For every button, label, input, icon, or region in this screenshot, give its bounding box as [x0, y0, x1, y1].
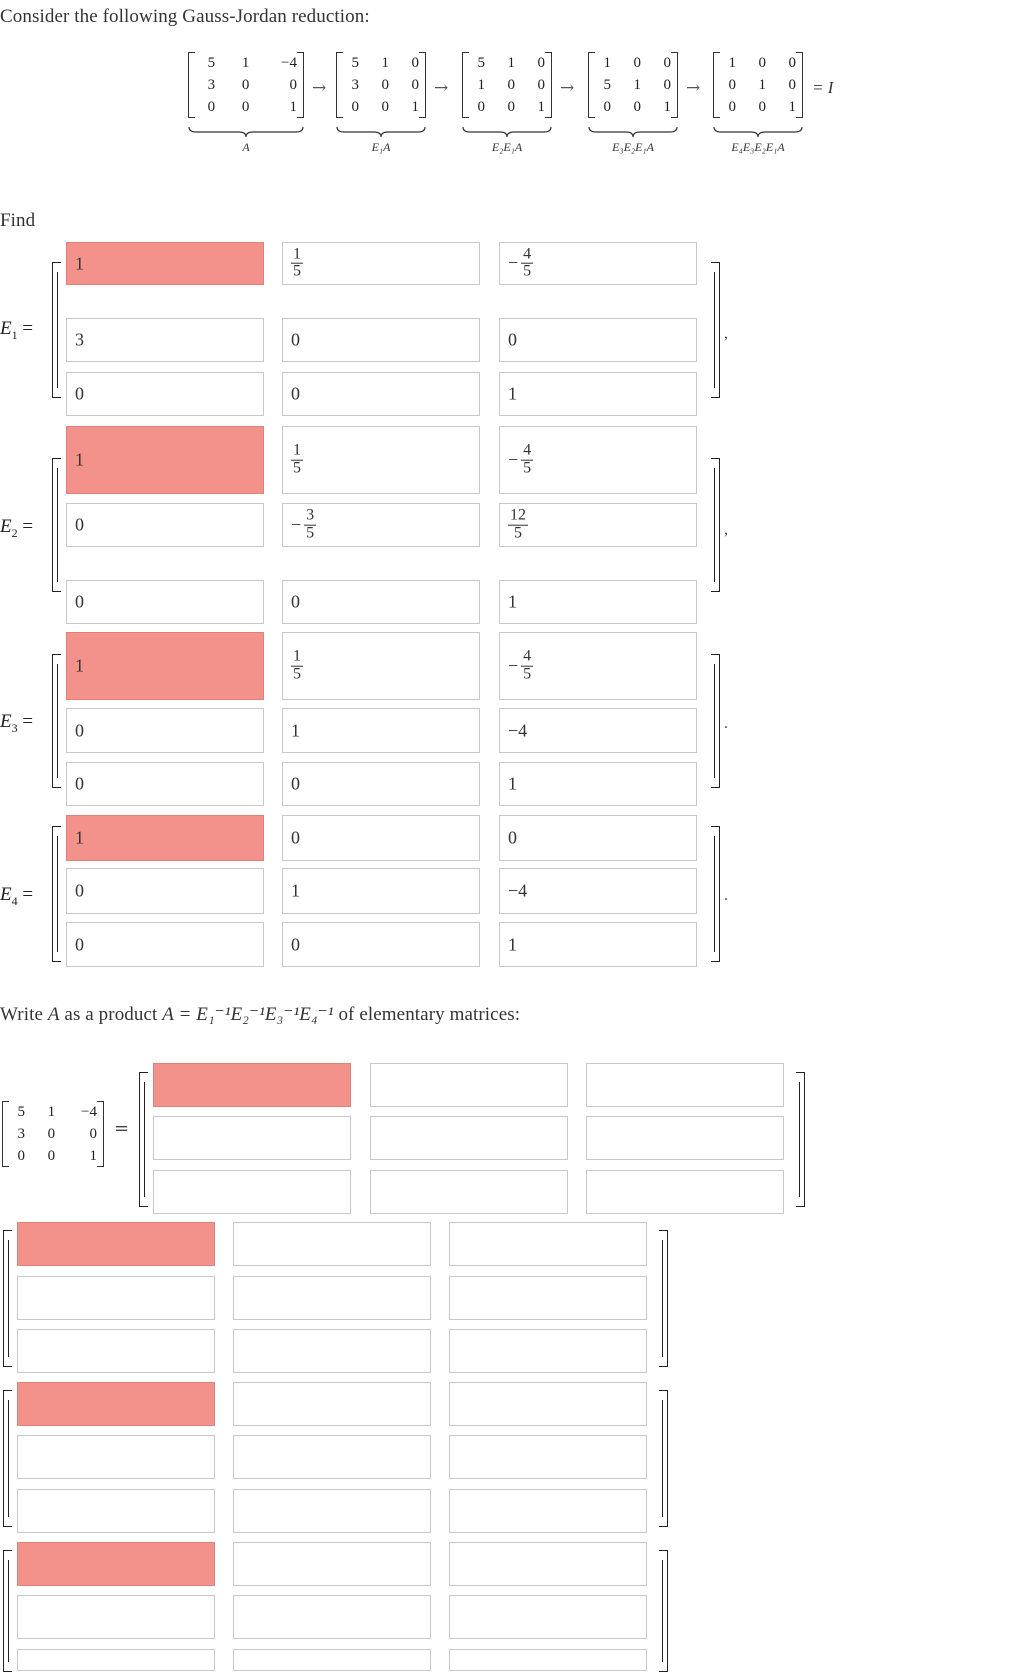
matrix-entry: 0 — [758, 55, 766, 71]
answer-input[interactable] — [499, 503, 697, 547]
answer-input[interactable] — [449, 1382, 647, 1426]
label-letter: E — [0, 884, 12, 905]
answer-input[interactable] — [66, 708, 264, 753]
answer-input[interactable] — [449, 1595, 647, 1639]
matrix-entry: 1 — [289, 99, 297, 115]
cell-value: 0 — [75, 880, 84, 901]
answer-input[interactable] — [586, 1170, 784, 1214]
underbrace — [188, 126, 304, 138]
cell-value — [508, 443, 533, 478]
answer-input[interactable] — [66, 503, 264, 547]
fraction — [291, 443, 303, 478]
equals-sign: = — [114, 1118, 130, 1139]
answer-input[interactable] — [370, 1116, 568, 1160]
fraction-denominator: 5 — [523, 665, 532, 683]
fraction — [521, 443, 533, 478]
matrix-left-bracket — [3, 1390, 12, 1527]
cell-value: 1 — [291, 880, 300, 901]
cell-value: −4 — [508, 720, 528, 740]
answer-input[interactable] — [499, 922, 697, 967]
product-instruction — [0, 1003, 520, 1026]
cell-value — [508, 508, 528, 543]
answer-input[interactable] — [449, 1435, 647, 1479]
reduction-arrow: → — [312, 78, 327, 98]
answer-input[interactable] — [66, 922, 264, 967]
matrix-table — [713, 52, 803, 118]
matrix-right-bracket — [711, 458, 720, 592]
answer-input[interactable] — [499, 372, 697, 416]
matrix-right-bracket — [297, 52, 304, 118]
answer-input[interactable] — [153, 1170, 351, 1214]
cell-value: 0 — [508, 329, 517, 350]
matrix-row — [713, 74, 803, 96]
matrix-left-bracket — [713, 52, 720, 118]
answer-input[interactable] — [370, 1063, 568, 1107]
label-subscript: 2 — [11, 525, 18, 540]
matrix-entry: 0 — [537, 77, 545, 93]
matrix-table — [188, 52, 304, 118]
matrix-entry: 5 — [477, 55, 485, 71]
matrix-right-bracket — [711, 826, 720, 962]
matrix-entry: 1 — [411, 99, 419, 115]
matrix-entry: 0 — [241, 77, 250, 93]
cell-value: 0 — [291, 591, 300, 612]
answer-input[interactable] — [233, 1222, 431, 1266]
matrix-left-bracket — [52, 654, 61, 788]
cell-value — [508, 246, 533, 281]
fraction-numerator: 4 — [523, 647, 532, 665]
trailing-punctuation: , — [724, 325, 728, 342]
matrix-right-bracket — [711, 654, 720, 788]
matrix-entry: 0 — [663, 55, 671, 71]
matrix-entry: 1 — [47, 1104, 56, 1120]
matrix-row — [588, 96, 678, 118]
matrix-left-bracket — [139, 1072, 148, 1207]
answer-input-highlighted[interactable] — [66, 426, 264, 494]
answer-input[interactable] — [17, 1276, 215, 1320]
reduction-matrix — [462, 52, 552, 118]
matrix-entry: 1 — [381, 55, 389, 71]
matrix-entry: 0 — [477, 99, 485, 115]
matrix-row — [188, 52, 304, 74]
answer-input[interactable] — [233, 1382, 431, 1426]
fraction — [508, 508, 528, 543]
matrix-entry: 0 — [381, 99, 389, 115]
matrix-left-bracket — [462, 52, 469, 118]
matrix-entry: 3 — [17, 1126, 26, 1142]
answer-input[interactable] — [499, 318, 697, 362]
reduction-arrow: → — [686, 78, 701, 98]
answer-input[interactable] — [586, 1116, 784, 1160]
underbrace — [588, 126, 678, 138]
reduction-arrow: → — [560, 78, 575, 98]
matrix-entry: 0 — [633, 99, 641, 115]
matrix-row — [2, 1101, 104, 1123]
matrix-row — [336, 74, 426, 96]
cell-value: 0 — [75, 383, 84, 404]
label-letter: E — [0, 516, 12, 537]
answer-input[interactable] — [17, 1489, 215, 1533]
product-text-pre: Write — [0, 1004, 48, 1025]
matrix-left-bracket — [188, 52, 195, 118]
fraction — [521, 649, 533, 684]
underbrace-label: E₃E₂E₁A — [612, 140, 654, 154]
matrix-entry: 0 — [351, 99, 359, 115]
cell-value — [291, 649, 303, 684]
minus-sign: − — [291, 514, 302, 535]
reduction-arrow: → — [434, 78, 449, 98]
cell-value: 0 — [291, 383, 300, 404]
underbrace-label: E₂E₁A — [491, 140, 523, 154]
cell-value — [291, 246, 303, 281]
answer-input[interactable] — [282, 632, 480, 700]
answer-input[interactable] — [499, 242, 697, 285]
reduction-matrix — [713, 52, 803, 118]
answer-input[interactable] — [66, 868, 264, 914]
matrix-entry: 0 — [663, 77, 671, 93]
matrix-entry: 1 — [663, 99, 671, 115]
fraction-denominator: 5 — [293, 263, 301, 280]
answer-input[interactable] — [499, 580, 697, 624]
fraction — [291, 649, 303, 684]
cell-value: 1 — [508, 773, 517, 794]
matrix-right-bracket — [419, 52, 426, 118]
answer-input[interactable] — [499, 868, 697, 914]
matrix-entry: 5 — [351, 55, 359, 71]
cell-value — [508, 649, 533, 684]
answer-input[interactable] — [66, 580, 264, 624]
answer-input[interactable] — [17, 1649, 215, 1671]
label-equals: = — [17, 711, 34, 732]
matrix-entry: 0 — [507, 77, 515, 93]
product-formula-a: A — [162, 1004, 174, 1025]
matrix-right-bracket — [97, 1101, 104, 1167]
product-text-mid: as a product — [59, 1004, 163, 1025]
fraction-denominator: 5 — [523, 263, 532, 280]
matrix-left-bracket — [2, 1101, 9, 1167]
a-matrix-display — [2, 1101, 104, 1167]
matrix-left-bracket — [336, 52, 343, 118]
matrix-right-bracket — [796, 1072, 805, 1207]
answer-input[interactable] — [282, 318, 480, 362]
matrix-left-bracket — [52, 458, 61, 592]
matrix-entry: 0 — [289, 77, 297, 93]
fraction-denominator: 5 — [293, 459, 301, 477]
cell-value: 1 — [508, 383, 517, 404]
answer-input[interactable] — [66, 762, 264, 806]
answer-input-highlighted[interactable] — [66, 815, 264, 861]
answer-input[interactable] — [66, 372, 264, 416]
label-equals: = — [17, 884, 34, 905]
fraction-numerator: 4 — [523, 441, 532, 459]
fraction-numerator: 3 — [306, 506, 315, 524]
matrix-table — [2, 1101, 104, 1167]
product-formula: = E₁⁻¹E₂⁻¹E₃⁻¹E₄⁻¹ — [173, 1004, 334, 1025]
matrix-row — [588, 74, 678, 96]
matrix-left-bracket — [3, 1550, 12, 1672]
elementary-label-e4 — [0, 884, 33, 909]
answer-input[interactable] — [233, 1329, 431, 1373]
find-label: Find — [0, 210, 36, 231]
answer-input[interactable] — [449, 1489, 647, 1533]
answer-input-highlighted[interactable] — [66, 242, 264, 285]
matrix-table — [336, 52, 426, 118]
reduction-matrix — [588, 52, 678, 118]
label-letter: E — [0, 318, 12, 339]
cell-value: 0 — [508, 827, 517, 848]
minus-sign: − — [508, 449, 519, 470]
matrix-right-bracket — [545, 52, 552, 118]
cell-value: 0 — [75, 720, 84, 740]
answer-input[interactable] — [282, 815, 480, 861]
matrix-entry: −4 — [281, 55, 297, 71]
cell-value: 0 — [291, 827, 300, 848]
label-equals: = — [17, 318, 34, 339]
matrix-entry: 0 — [47, 1148, 56, 1164]
answer-input[interactable] — [499, 815, 697, 861]
answer-input[interactable] — [233, 1595, 431, 1639]
underbrace — [713, 126, 803, 138]
matrix-entry: 0 — [603, 99, 611, 115]
matrix-entry: 1 — [477, 77, 485, 93]
fraction-numerator: 1 — [293, 441, 301, 459]
cell-value: 1 — [75, 449, 84, 470]
minus-sign: − — [508, 655, 519, 676]
label-equals: = — [17, 516, 34, 537]
trailing-punctuation: . — [724, 715, 728, 732]
matrix-entry: 0 — [728, 77, 736, 93]
fraction-denominator: 5 — [306, 524, 315, 542]
matrix-row — [188, 96, 304, 118]
answer-input[interactable] — [282, 580, 480, 624]
matrix-entry: −4 — [81, 1104, 97, 1120]
answer-input[interactable] — [282, 242, 480, 285]
matrix-entry: 0 — [411, 55, 419, 71]
answer-input[interactable] — [499, 762, 697, 806]
cell-value: 1 — [75, 253, 84, 273]
equals-identity: = I — [812, 78, 834, 97]
answer-input[interactable] — [233, 1489, 431, 1533]
matrix-entry: 0 — [47, 1126, 56, 1142]
answer-input-highlighted[interactable] — [17, 1382, 215, 1426]
matrix-right-bracket — [659, 1390, 668, 1527]
matrix-left-bracket — [52, 262, 61, 398]
matrix-row — [188, 74, 304, 96]
cell-value: 1 — [508, 591, 517, 612]
cell-value — [291, 443, 303, 478]
matrix-entry: 0 — [241, 99, 250, 115]
matrix-entry: 5 — [207, 55, 216, 71]
matrix-table — [588, 52, 678, 118]
answer-input-highlighted[interactable] — [66, 632, 264, 700]
answer-input[interactable] — [282, 503, 480, 547]
fraction-denominator: 5 — [293, 665, 301, 683]
answer-input[interactable] — [449, 1222, 647, 1266]
label-subscript: 1 — [11, 327, 18, 342]
answer-input[interactable] — [233, 1542, 431, 1586]
elementary-label-e3 — [0, 711, 33, 736]
matrix-entry: 3 — [351, 77, 359, 93]
matrix-entry: 1 — [241, 55, 250, 71]
matrix-entry: 0 — [381, 77, 389, 93]
answer-input[interactable] — [233, 1649, 431, 1671]
product-text-a: A — [47, 1004, 60, 1025]
underbrace — [336, 126, 426, 138]
underbrace-label: E₄E₃E₂E₁A — [731, 140, 785, 154]
answer-input[interactable] — [370, 1170, 568, 1214]
cell-value: −4 — [508, 880, 528, 901]
answer-input[interactable] — [499, 632, 697, 700]
matrix-right-bracket — [671, 52, 678, 118]
label-letter: E — [0, 711, 12, 732]
answer-input-highlighted[interactable] — [17, 1542, 215, 1586]
matrix-entry: 5 — [17, 1104, 26, 1120]
answer-input[interactable] — [449, 1276, 647, 1320]
matrix-right-bracket — [659, 1550, 668, 1672]
cell-value — [291, 508, 316, 543]
answer-input[interactable] — [499, 426, 697, 494]
matrix-entry: 5 — [603, 77, 611, 93]
matrix-entry: 0 — [758, 99, 766, 115]
matrix-entry: 0 — [537, 55, 545, 71]
matrix-entry: 1 — [788, 99, 796, 115]
matrix-left-bracket — [588, 52, 595, 118]
matrix-entry: 0 — [633, 55, 641, 71]
cell-value: 0 — [291, 934, 300, 954]
matrix-entry: 0 — [788, 55, 796, 71]
fraction-denominator: 5 — [514, 524, 522, 542]
matrix-entry: 1 — [537, 99, 545, 115]
matrix-entry: 3 — [207, 77, 216, 93]
answer-input[interactable] — [282, 868, 480, 914]
matrix-row — [713, 96, 803, 118]
matrix-entry: 1 — [728, 55, 736, 71]
matrix-entry: 1 — [603, 55, 611, 71]
cell-value: 1 — [291, 720, 300, 740]
cell-value: 0 — [75, 934, 84, 954]
matrix-table — [462, 52, 552, 118]
answer-input[interactable] — [449, 1649, 647, 1671]
trailing-punctuation: , — [724, 521, 728, 538]
answer-input[interactable] — [153, 1116, 351, 1160]
answer-input[interactable] — [449, 1329, 647, 1373]
reduction-matrix — [336, 52, 426, 118]
answer-input-highlighted[interactable] — [17, 1222, 215, 1266]
matrix-entry: 0 — [207, 99, 216, 115]
cell-value: 0 — [75, 773, 84, 794]
matrix-row — [462, 96, 552, 118]
matrix-entry: 1 — [89, 1148, 97, 1164]
answer-input[interactable] — [499, 708, 697, 753]
underbrace-label: A — [242, 140, 250, 154]
matrix-right-bracket — [711, 262, 720, 398]
cell-value: 1 — [75, 827, 84, 848]
answer-input[interactable] — [17, 1595, 215, 1639]
answer-input[interactable] — [282, 762, 480, 806]
answer-input[interactable] — [66, 318, 264, 362]
matrix-entry: 0 — [507, 99, 515, 115]
matrix-entry: 0 — [411, 77, 419, 93]
answer-input[interactable] — [586, 1063, 784, 1107]
underbrace — [462, 126, 552, 138]
matrix-row — [336, 96, 426, 118]
matrix-row — [713, 52, 803, 74]
fraction-numerator: 4 — [523, 245, 532, 263]
matrix-row — [2, 1123, 104, 1145]
matrix-row — [336, 52, 426, 74]
fraction-denominator: 5 — [523, 459, 532, 477]
answer-input[interactable] — [17, 1329, 215, 1373]
intro-text: Consider the following Gauss-Jordan reduction: — [0, 6, 370, 27]
cell-value: 0 — [75, 514, 84, 535]
label-subscript: 4 — [11, 893, 18, 908]
matrix-row — [2, 1145, 104, 1167]
label-subscript: 3 — [11, 720, 18, 735]
answer-input[interactable] — [282, 708, 480, 753]
matrix-right-bracket — [796, 52, 803, 118]
matrix-entry: 0 — [788, 77, 796, 93]
trailing-punctuation: . — [724, 887, 728, 904]
minus-sign: − — [508, 253, 519, 273]
matrix-entry: 1 — [758, 77, 766, 93]
answer-input[interactable] — [282, 426, 480, 494]
cell-value: 0 — [291, 773, 300, 794]
matrix-entry: 1 — [507, 55, 515, 71]
matrix-left-bracket — [52, 826, 61, 962]
matrix-row — [462, 52, 552, 74]
reduction-matrix — [188, 52, 304, 118]
fraction-numerator: 1 — [293, 647, 301, 665]
cell-value: 3 — [75, 329, 84, 350]
matrix-row — [588, 52, 678, 74]
cell-value: 1 — [508, 934, 517, 954]
cell-value: 0 — [75, 591, 84, 612]
answer-input[interactable] — [449, 1542, 647, 1586]
matrix-entry: 0 — [89, 1126, 97, 1142]
fraction — [521, 246, 533, 281]
fraction-numerator: 12 — [510, 506, 526, 524]
answer-input[interactable] — [282, 922, 480, 967]
answer-input[interactable] — [233, 1435, 431, 1479]
matrix-entry: 0 — [728, 99, 736, 115]
fraction — [304, 508, 316, 543]
elementary-label-e2 — [0, 516, 33, 541]
answer-input[interactable] — [282, 372, 480, 416]
matrix-row — [462, 74, 552, 96]
answer-input[interactable] — [233, 1276, 431, 1320]
matrix-entry: 0 — [17, 1148, 26, 1164]
matrix-entry: 1 — [633, 77, 641, 93]
matrix-right-bracket — [659, 1230, 668, 1367]
underbrace-label: E₁A — [371, 140, 391, 154]
cell-value: 0 — [291, 329, 300, 350]
cell-value: 1 — [75, 655, 84, 676]
answer-input-highlighted[interactable] — [153, 1063, 351, 1107]
fraction — [291, 246, 303, 281]
matrix-left-bracket — [3, 1230, 12, 1367]
answer-input[interactable] — [17, 1435, 215, 1479]
elementary-label-e1 — [0, 318, 33, 343]
fraction-numerator: 1 — [293, 245, 301, 263]
product-text-post: of elementary matrices: — [333, 1004, 521, 1025]
